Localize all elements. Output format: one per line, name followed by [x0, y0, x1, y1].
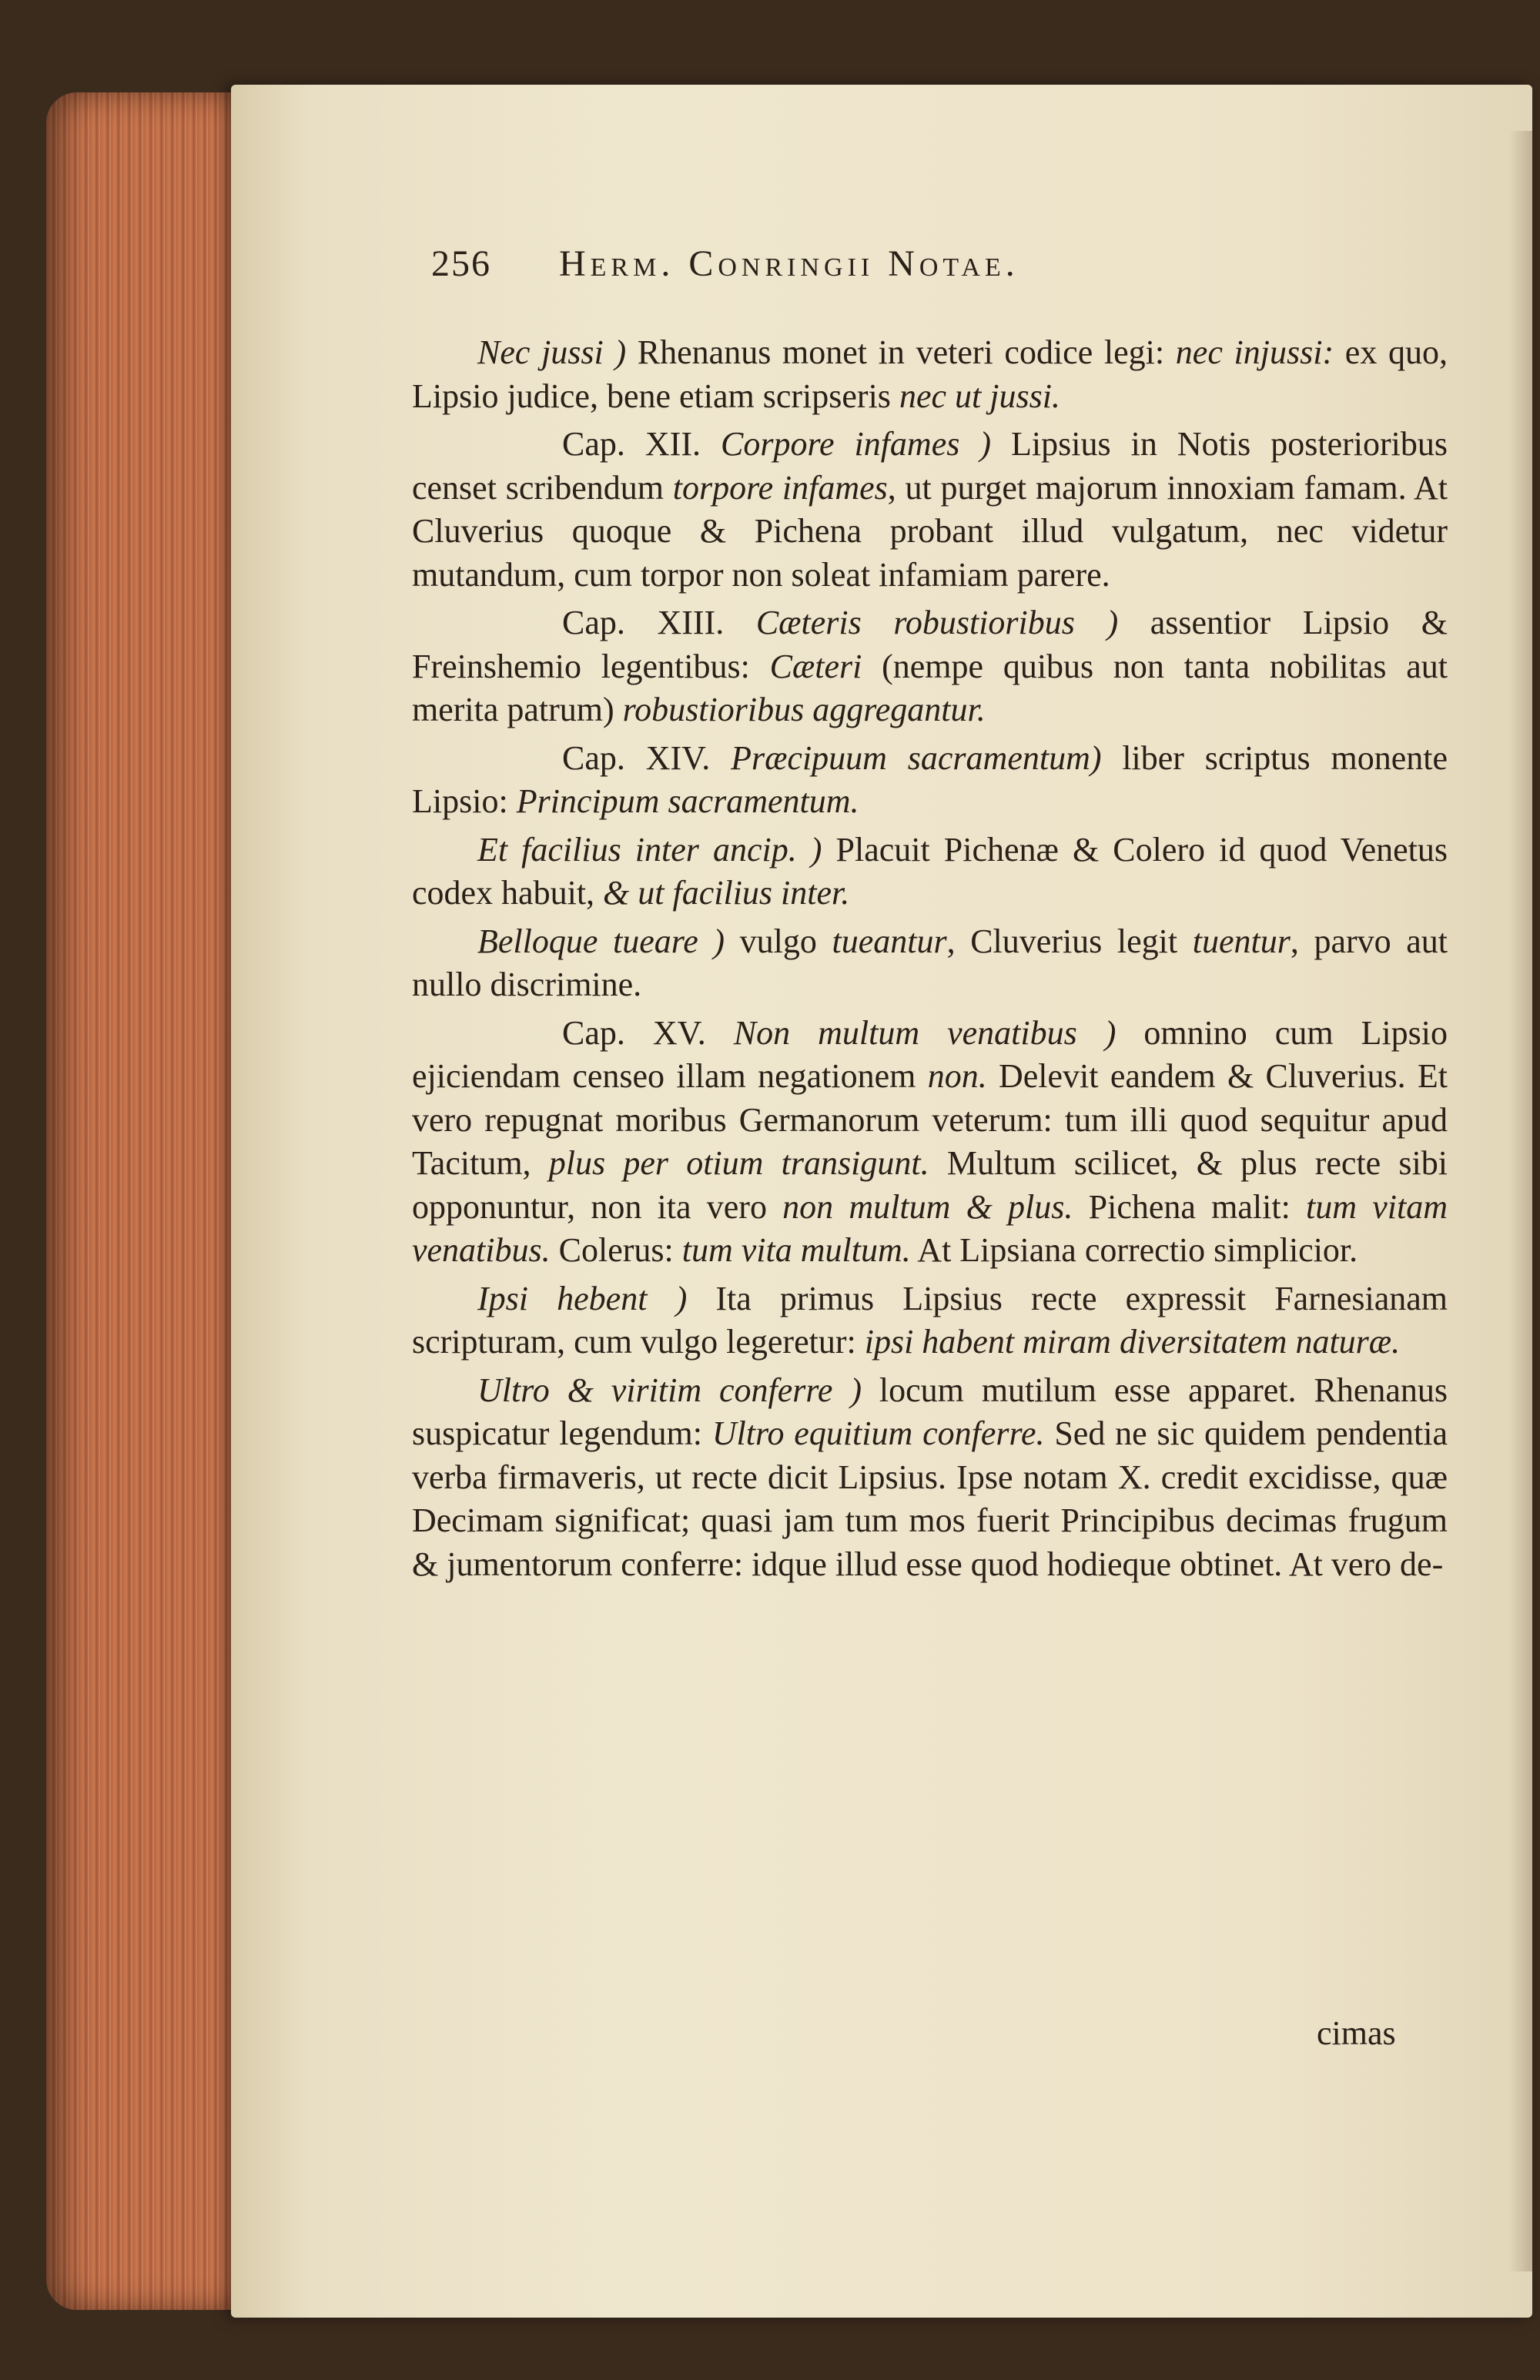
note-italic: ipsi habent miram diversitatem naturæ.	[864, 1323, 1401, 1361]
page-shadow	[1509, 131, 1532, 2271]
note-paragraph	[412, 1012, 1448, 1273]
note-paragraph	[412, 601, 1448, 732]
lemma: Ipsi hebent )	[477, 1279, 688, 1317]
lemma: Belloque tueare )	[477, 922, 725, 960]
lemma: Nec jussi )	[477, 333, 627, 371]
chapter-label: Cap. XII.	[562, 425, 721, 463]
note-text: Delevit eandem & Cluverius. Et vero repugnat moribus Germanorum veterum: tum illi quod sequitur apud Tacitum,	[412, 1057, 1448, 1182]
note-text: assentior Lipsio & Freinshemio legentibus:	[412, 604, 1448, 685]
note-text: Pichena malit:	[1073, 1187, 1307, 1226]
note-text: , Cluverius legit	[946, 922, 1193, 960]
note-italic: nec injussi:	[1175, 333, 1334, 371]
note-paragraph	[412, 1369, 1448, 1587]
note-paragraph	[412, 828, 1448, 916]
note-italic: Ultro equitium conferre.	[711, 1414, 1045, 1452]
note-paragraph	[412, 920, 1448, 1007]
page-edges	[46, 92, 254, 2310]
note-italic: Principum sacramentum.	[516, 782, 859, 820]
note-paragraph	[412, 423, 1448, 597]
lemma: Et facilius inter ancip. )	[477, 830, 822, 869]
note-text: vulgo	[725, 922, 832, 960]
note-italic: tum vita multum.	[681, 1231, 911, 1269]
page-number: 256	[431, 243, 491, 284]
chapter-label: Cap. XV.	[562, 1013, 734, 1052]
note-paragraph	[412, 331, 1448, 418]
note-text: omnino cum Lipsio ejiciendam censeo illam negationem	[412, 1013, 1448, 1095]
note-text: (nempe quibus non tanta nobilitas aut merita patrum)	[412, 647, 1448, 728]
note-italic: robustioribus aggregantur.	[622, 691, 986, 728]
note-paragraph	[412, 1277, 1448, 1364]
note-text: Lipsius in Notis posterioribus censet scribendum	[412, 425, 1448, 507]
note-text: Rhenanus monet in veteri codice legi:	[626, 333, 1176, 371]
lemma: Cæteris robustioribus )	[755, 604, 1119, 641]
lemma: Non multum venatibus )	[733, 1013, 1116, 1052]
note-text: locum mutilum esse apparet. Rhenanus suspicatur legendum:	[412, 1371, 1448, 1452]
note-paragraph	[412, 737, 1448, 824]
lemma: Præcipuum sacramentum)	[731, 738, 1102, 777]
lemma: Ultro & viritim conferre )	[477, 1371, 862, 1409]
note-text: , parvo aut nullo discrimine.	[412, 922, 1448, 1003]
note-italic: tuentur	[1192, 922, 1291, 960]
page-body	[412, 331, 1448, 1591]
running-title: Herm. Conringii Notae.	[559, 243, 1019, 284]
note-italic: non multum & plus.	[782, 1187, 1073, 1226]
note-italic: & ut facilius inter.	[603, 874, 850, 912]
running-header	[431, 243, 1355, 285]
note-italic: tum vitam venatibus.	[412, 1187, 1448, 1269]
note-text: Colerus:	[550, 1231, 682, 1269]
note-text: At Lipsiana correctio simplicior.	[910, 1231, 1358, 1269]
catchword: cimas	[1317, 2014, 1396, 2052]
note-text: Placuit Pichenæ & Colero id quod Venetus codex habuit,	[412, 830, 1448, 912]
note-text: ex quo, Lipsio judice, bene etiam scripseris	[412, 333, 1448, 415]
note-italic: Cæteri	[769, 647, 862, 685]
chapter-label: Cap. XIII.	[562, 604, 756, 641]
note-text: Multum scilicet, & plus recte sibi opponuntur, non ita vero	[412, 1144, 1448, 1226]
note-text: Sed ne sic quidem pendentia verba firmaveris, ut recte dicit Lipsius. Ipse notam X. credit excidisse, quæ Decimam significat; quasi jam tum mos fuerit Principibus decimas frugum & jumentorum conferre: idque illud esse quod hodieque obtinet. At vero de-	[412, 1414, 1448, 1583]
note-italic: non.	[927, 1057, 987, 1095]
note-italic: plus per otium transigunt.	[548, 1144, 929, 1182]
note-italic: torpore infames	[672, 468, 888, 507]
note-italic: tueantur	[832, 922, 947, 960]
note-text: Ita primus Lipsius recte expressit Farnesianam scripturam, cum vulgo legeretur:	[412, 1279, 1448, 1361]
chapter-label: Cap. XIV.	[562, 738, 732, 777]
note-italic: nec ut jussi.	[899, 377, 1060, 415]
note-text: liber scriptus monente Lipsio:	[412, 738, 1448, 820]
lemma: Corpore infames )	[720, 425, 992, 463]
note-text: , ut purget majorum innoxiam famam. At Cluverius quoque & Pichena probant illud vulgatum, nec videtur mutandum, cum torpor non soleat infamiam parere.	[412, 468, 1448, 594]
